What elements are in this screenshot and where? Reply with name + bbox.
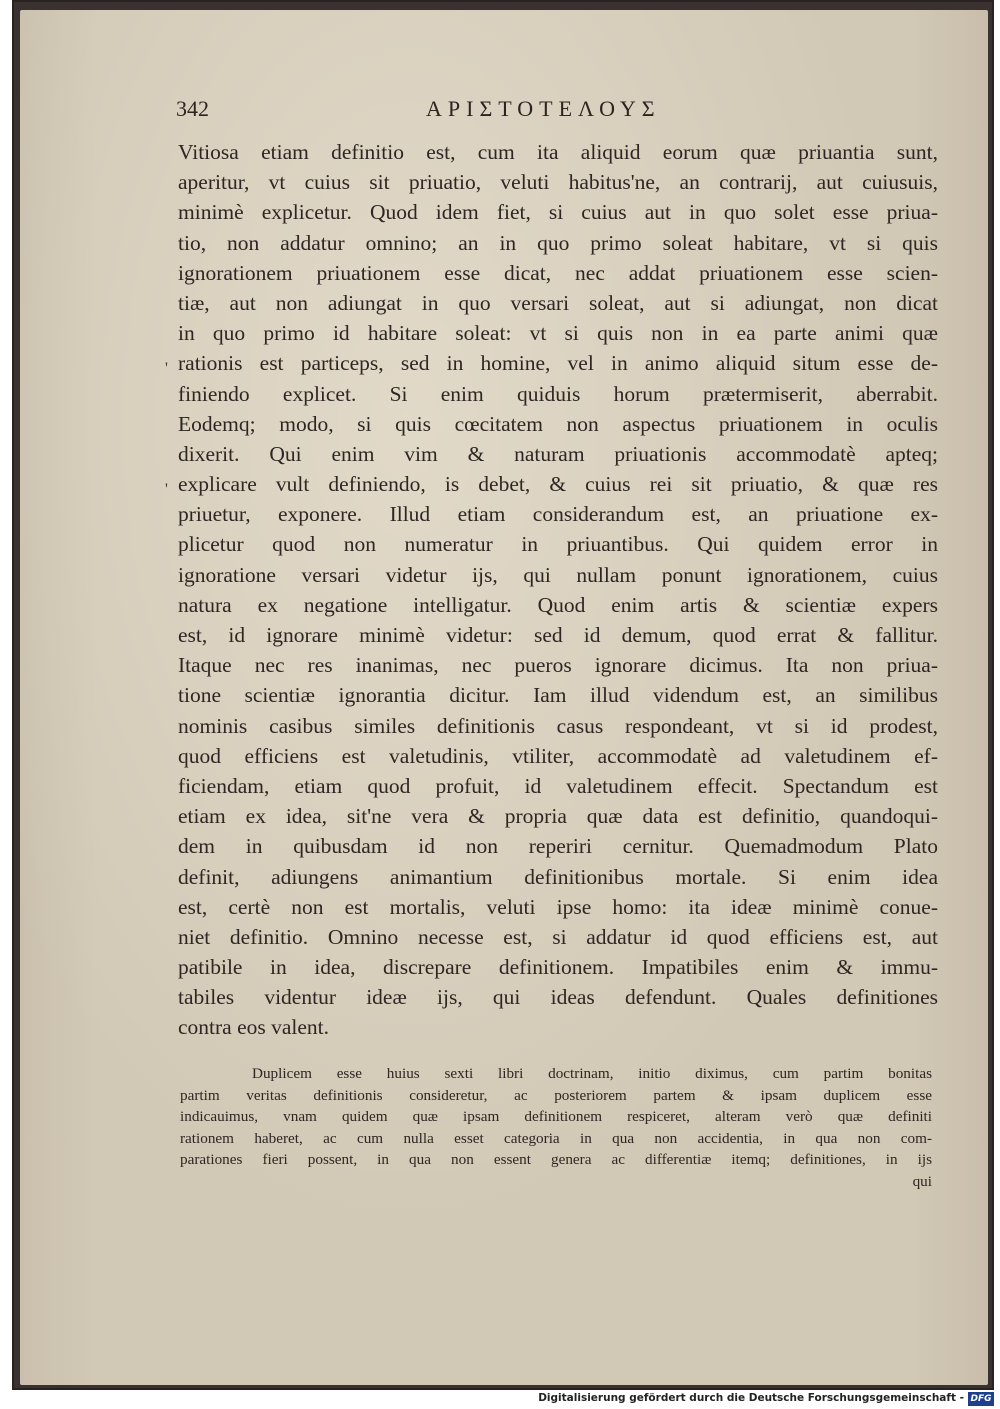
text-line: nominis casibus similes definitionis casus respondeant, vt si id prodest,	[178, 713, 938, 738]
text-line: tio, non addatur omnino; an in quo primo soleat habitare, vt si quis	[178, 230, 938, 255]
dfg-logo[interactable]: DFG	[968, 1392, 994, 1406]
text-line: plicetur quod non numeratur in priuantibus. Qui quidem error in	[178, 532, 938, 557]
text-line: finiendo explicet. Si enim quiduis horum prætermiserit, aberrabit.	[178, 381, 938, 406]
commentary-line: parationes fieri possent, in qua non essent genera ac differentiæ itemq; definitiones, in ijs	[180, 1151, 932, 1168]
text-line: Itaque nec res inanimas, nec pueros ignorare dicimus. Ita non priua-	[178, 653, 938, 678]
text-line: dixerit. Qui enim vim & naturam priuationis accommodatè apteq;	[178, 441, 938, 466]
text-line: priuetur, exponere. Illud etiam considerandum est, an priuatione ex-	[178, 502, 938, 527]
text-line: ignoratione versari videtur ijs, qui nullam ponunt ignorationem, cuius	[178, 562, 938, 587]
commentary-line: rationem haberet, ac cum nulla esset categoria in qua non accidentia, in qua non com-	[180, 1129, 932, 1147]
text-line: explicare vult definiendo, is debet, & cuius rei sit priuatio, & quæ res	[178, 472, 938, 497]
text-line: ficiendam, etiam quod profuit, id valetudinem effecit. Spectandum est	[178, 773, 938, 798]
margin-mark: '	[165, 360, 168, 377]
text-line: tione scientiæ ignorantia dicitur. Iam illud videndum est, an similibus	[178, 683, 938, 708]
text-line: Vitiosa etiam definitio est, cum ita aliquid eorum quæ priuantia sunt,	[178, 140, 938, 164]
main-text-block	[178, 137, 938, 1043]
commentary-line: indicauimus, vnam quidem quæ ipsam definitionem respiceret, alteram verò quæ definiti	[180, 1108, 932, 1125]
text-line: dem in quibusdam id non reperiri cernitur. Quemadmodum Plato	[178, 834, 938, 859]
digitization-credit-bar	[0, 1390, 1000, 1409]
text-line: est, certè non est mortalis, veluti ipse homo: ita ideæ minimè conue-	[178, 894, 938, 919]
margin-mark: '	[165, 481, 168, 498]
text-line: niet definitio. Omnino necesse est, si addatur id quod efficiens est, aut	[178, 924, 938, 949]
commentary-line: qui	[912, 1172, 932, 1190]
commentary-line: partim veritas definitionis consideretur, ac posteriorem partem & ipsam duplicem esse	[180, 1086, 932, 1104]
commentary-block	[180, 1063, 932, 1192]
commentary-line: Duplicem esse huius sexti libri doctrinam, initio diximus, cum partim bonitas	[252, 1065, 932, 1082]
text-line: tabiles videntur ideæ ijs, qui ideas defendunt. Quales definitiones	[178, 985, 938, 1010]
text-line: ignorationem priuationem esse dicat, nec addat priuationem esse scien-	[178, 260, 938, 285]
text-line: patibile in idea, discrepare definitionem. Impatibiles enim & immu-	[178, 955, 938, 980]
text-line: est, id ignorare minimè videtur: sed id demum, quod errat & fallitur.	[178, 623, 938, 647]
page-number: 342	[176, 96, 209, 121]
text-line: in quo primo id habitare soleat: vt si quis non in ea parte animi quæ	[178, 321, 938, 346]
text-line: quod efficiens est valetudinis, vtiliter, accommodatè ad valetudinem ef-	[178, 743, 938, 768]
page-header	[176, 96, 946, 132]
text-line: minimè explicetur. Quod idem fiet, si cuius aut in quo solet esse priua-	[178, 200, 938, 225]
digitization-credit: Digitalisierung gefördert durch die Deutsche Forschungsgemeinschaft -	[538, 1392, 964, 1404]
text-line: natura ex negatione intelligatur. Quod enim artis & scientiæ expers	[178, 592, 938, 617]
text-line: aperitur, vt cuius sit priuatio, veluti habitus'ne, an contrarij, aut cuiusuis,	[178, 170, 938, 195]
text-line: etiam ex idea, sit'ne vera & propria quæ data est definitio, quandoqui-	[178, 804, 938, 829]
text-line: Eodemq; modo, si quis cœcitatem non aspectus priuationem in oculis	[178, 411, 938, 436]
running-head: ΑΡΙΣΤΟΤΕΛΟΥΣ	[426, 96, 661, 121]
text-line: definit, adiungens animantium definitionibus mortale. Si enim idea	[178, 864, 938, 889]
text-line: rationis est particeps, sed in homine, vel in animo aliquid situm esse de-	[178, 351, 938, 376]
text-line: contra eos valent.	[178, 1015, 330, 1040]
text-line: tiæ, aut non adiungat in quo versari soleat, aut si adiungat, non dicat	[178, 290, 938, 315]
